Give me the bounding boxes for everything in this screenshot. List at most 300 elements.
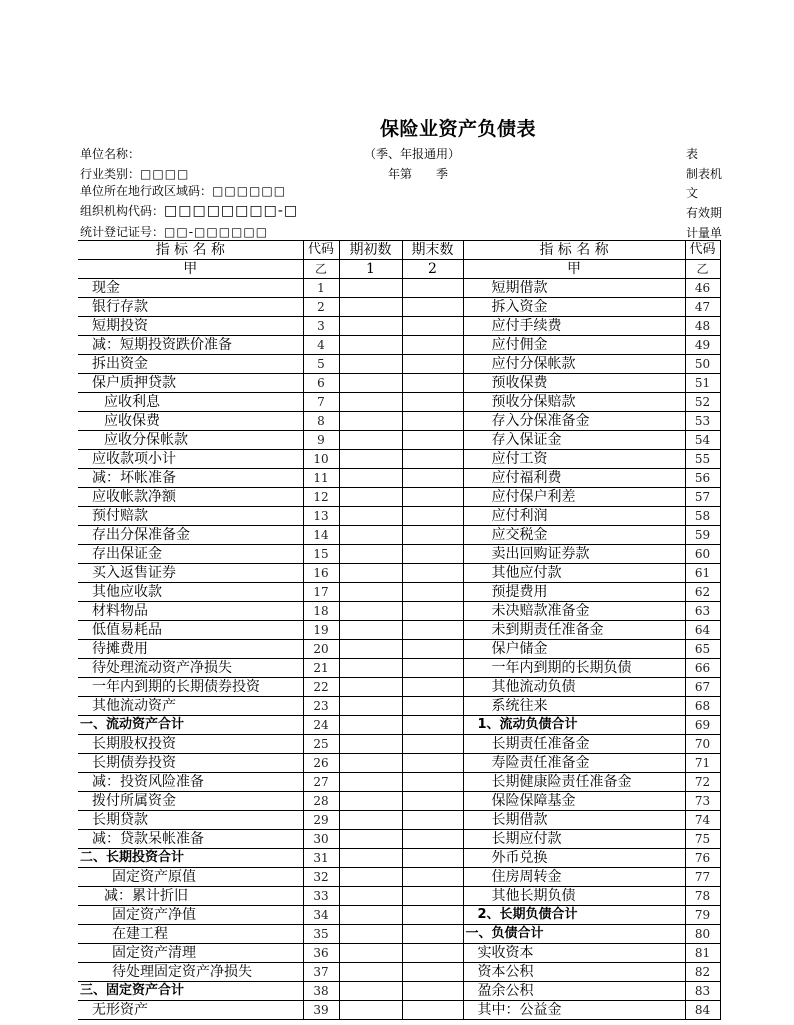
liability-name: 住房周转金 [463,868,685,887]
liability-name: 应交税金 [463,526,685,545]
table-row [78,944,720,963]
asset-name: 无形资产 [78,1001,303,1020]
asset-name: 固定资产净值 [78,906,303,925]
liability-code: 61 [685,564,720,583]
table-row [78,868,720,887]
liability-code: 47 [685,298,720,317]
asset-name: 减：短期投资跌价准备 [78,336,303,355]
closing-value-cell[interactable] [402,431,463,450]
col-header-rcode: 代码 [685,241,720,260]
closing-value-cell[interactable] [402,944,463,963]
table-row [78,811,720,830]
asset-name: 一、流动资产合计 [78,716,303,735]
opening-value-cell[interactable] [339,963,402,982]
liability-code: 50 [685,355,720,374]
opening-value-cell[interactable] [339,412,402,431]
liability-code: 77 [685,868,720,887]
table-row [78,602,720,621]
asset-code: 19 [303,621,339,640]
closing-value-cell[interactable] [402,697,463,716]
opening-value-cell[interactable] [339,697,402,716]
liability-name: 外币兑换 [463,849,685,868]
table-row [78,754,720,773]
liability-code: 63 [685,602,720,621]
opening-value-cell[interactable] [339,830,402,849]
liability-code: 70 [685,735,720,754]
table-row [78,317,720,336]
table-row [78,773,720,792]
liability-name: 1、流动负债合计 [463,716,685,735]
table-row [78,963,720,982]
closing-value-cell[interactable] [402,925,463,944]
asset-code: 9 [303,431,339,450]
closing-value-cell[interactable] [402,735,463,754]
closing-value-cell[interactable] [402,773,463,792]
closing-value-cell[interactable] [402,811,463,830]
liability-name: 2、长期负债合计 [463,906,685,925]
asset-code: 18 [303,602,339,621]
opening-value-cell[interactable] [339,659,402,678]
asset-name: 拆出资金 [78,355,303,374]
table-row [78,355,720,374]
table-row [78,697,720,716]
opening-value-cell[interactable] [339,792,402,811]
asset-name: 减：坏帐准备 [78,469,303,488]
table-row [78,298,720,317]
closing-value-cell[interactable] [402,906,463,925]
liability-code: 71 [685,754,720,773]
asset-name: 待处理流动资产净损失 [78,659,303,678]
asset-name: 固定资产清理 [78,944,303,963]
liability-name: 其中：公益金 [463,1001,685,1020]
liability-name: 应付分保帐款 [463,355,685,374]
asset-code: 29 [303,811,339,830]
col-header-name: 指 标 名 称 [78,241,303,260]
asset-name: 低值易耗品 [78,621,303,640]
table-row [78,982,720,1001]
liability-name: 预提费用 [463,583,685,602]
asset-code: 37 [303,963,339,982]
opening-value-cell[interactable] [339,564,402,583]
right-meta-5: 计量单 [686,226,722,240]
liability-code: 73 [685,792,720,811]
asset-code: 25 [303,735,339,754]
opening-value-cell[interactable] [339,526,402,545]
liability-code: 49 [685,336,720,355]
asset-code: 16 [303,564,339,583]
table-row [78,279,720,298]
asset-name: 存出分保准备金 [78,526,303,545]
asset-name: 拨付所属资金 [78,792,303,811]
liability-name: 寿险责任准备金 [463,754,685,773]
asset-code: 39 [303,1001,339,1020]
liability-name: 长期借款 [463,811,685,830]
right-meta-1: 表 [686,147,699,161]
asset-code: 27 [303,773,339,792]
liability-code: 53 [685,412,720,431]
liability-code: 62 [685,583,720,602]
opening-value-cell[interactable] [339,887,402,906]
asset-name: 其他流动资产 [78,697,303,716]
liability-code: 67 [685,678,720,697]
table-row [78,374,720,393]
table-row [78,545,720,564]
opening-value-cell[interactable] [339,811,402,830]
col-header-code: 代码 [303,241,339,260]
asset-code: 24 [303,716,339,735]
closing-value-cell[interactable] [402,963,463,982]
asset-name: 待摊费用 [78,640,303,659]
closing-value-cell[interactable] [402,602,463,621]
opening-value-cell[interactable] [339,868,402,887]
liability-code: 81 [685,944,720,963]
asset-code: 35 [303,925,339,944]
table-row [78,488,720,507]
liability-name: 其他应付款 [463,564,685,583]
asset-code: 20 [303,640,339,659]
opening-value-cell[interactable] [339,355,402,374]
asset-code: 5 [303,355,339,374]
opening-value-cell[interactable] [339,317,402,336]
subheader-rname: 甲 [463,260,685,279]
opening-value-cell[interactable] [339,944,402,963]
asset-code: 12 [303,488,339,507]
liability-code: 48 [685,317,720,336]
liability-name: 长期责任准备金 [463,735,685,754]
liability-name: 预收保费 [463,374,685,393]
opening-value-cell[interactable] [339,298,402,317]
liability-name: 长期健康险责任准备金 [463,773,685,792]
right-meta-4: 有效期 [686,206,722,220]
liability-name: 系统往来 [463,697,685,716]
asset-name: 应收分保帐款 [78,431,303,450]
closing-value-cell[interactable] [402,792,463,811]
closing-value-cell[interactable] [402,830,463,849]
asset-name: 应收款项小计 [78,450,303,469]
industry-field [80,165,189,182]
closing-value-cell[interactable] [402,659,463,678]
opening-value-cell[interactable] [339,716,402,735]
opening-value-cell[interactable] [339,488,402,507]
right-meta-2: 制表机 [686,167,722,181]
asset-name: 材料物品 [78,602,303,621]
liability-name: 其他流动负债 [463,678,685,697]
liability-code: 74 [685,811,720,830]
asset-name: 短期投资 [78,317,303,336]
closing-value-cell[interactable] [402,507,463,526]
closing-value-cell[interactable] [402,1001,463,1020]
liability-code: 75 [685,830,720,849]
opening-value-cell[interactable] [339,507,402,526]
liability-name: 保险保障基金 [463,792,685,811]
closing-value-cell[interactable] [402,374,463,393]
period-note: （季、年报通用） [364,147,461,161]
liability-name: 其他长期负债 [463,887,685,906]
liability-code: 65 [685,640,720,659]
table-row [78,659,720,678]
subheader-rcode: 乙 [685,260,720,279]
asset-name: 一年内到期的长期债券投资 [78,678,303,697]
report-title: 保险业资产负债表 [380,118,537,140]
closing-value-cell[interactable] [402,982,463,1001]
region-value: □□□□□□ [212,184,287,198]
closing-value-cell[interactable] [402,469,463,488]
liability-name: 未决赔款准备金 [463,602,685,621]
asset-name: 其他应收款 [78,583,303,602]
closing-value-cell[interactable] [402,678,463,697]
subheader-code: 乙 [303,260,339,279]
asset-name: 存出保证金 [78,545,303,564]
opening-value-cell[interactable] [339,678,402,697]
liability-name: 未到期责任准备金 [463,621,685,640]
stat-reg-label: 统计登记证号： [80,225,165,239]
asset-name: 应收保费 [78,412,303,431]
subheader-close: 2 [402,260,463,279]
asset-code: 14 [303,526,339,545]
closing-value-cell[interactable] [402,621,463,640]
year-quarter: 年第 季 [388,167,449,181]
opening-value-cell[interactable] [339,545,402,564]
liability-code: 72 [685,773,720,792]
closing-value-cell[interactable] [402,298,463,317]
liability-code: 64 [685,621,720,640]
opening-value-cell[interactable] [339,336,402,355]
liability-name: 拆入资金 [463,298,685,317]
opening-value-cell[interactable] [339,431,402,450]
asset-name: 二、长期投资合计 [78,849,303,868]
closing-value-cell[interactable] [402,564,463,583]
table-row [78,450,720,469]
liability-name: 保户储金 [463,640,685,659]
liability-code: 68 [685,697,720,716]
asset-name: 长期债券投资 [78,754,303,773]
opening-value-cell[interactable] [339,1001,402,1020]
stat-reg-field [80,223,268,240]
asset-code: 34 [303,906,339,925]
asset-code: 11 [303,469,339,488]
closing-value-cell[interactable] [402,317,463,336]
table-row [78,564,720,583]
liability-name: 短期借款 [463,279,685,298]
table-row [78,526,720,545]
asset-name: 在建工程 [78,925,303,944]
asset-name: 保户质押贷款 [78,374,303,393]
liability-code: 66 [685,659,720,678]
asset-code: 10 [303,450,339,469]
org-code-value: □□□□□□□□-□ [164,203,299,219]
liability-name: 应付利润 [463,507,685,526]
opening-value-cell[interactable] [339,773,402,792]
asset-code: 32 [303,868,339,887]
asset-name: 三、固定资产合计 [78,982,303,1001]
liability-name: 应付福利费 [463,469,685,488]
org-code-field [80,202,298,219]
closing-value-cell[interactable] [402,640,463,659]
liability-code: 84 [685,1001,720,1020]
opening-value-cell[interactable] [339,640,402,659]
opening-value-cell[interactable] [339,754,402,773]
column-subheader-row [78,260,720,279]
opening-value-cell[interactable] [339,374,402,393]
liability-code: 69 [685,716,720,735]
table-row [78,906,720,925]
opening-value-cell[interactable] [339,602,402,621]
asset-code: 36 [303,944,339,963]
table-row [78,412,720,431]
closing-value-cell[interactable] [402,716,463,735]
closing-value-cell[interactable] [402,450,463,469]
asset-code: 1 [303,279,339,298]
col-header-close: 期末数 [402,241,463,260]
asset-code: 30 [303,830,339,849]
liability-name: 预收分保赔款 [463,393,685,412]
liability-name: 存入分保准备金 [463,412,685,431]
closing-value-cell[interactable] [402,412,463,431]
opening-value-cell[interactable] [339,621,402,640]
asset-name: 减：贷款呆帐准备 [78,830,303,849]
table-row [78,431,720,450]
closing-value-cell[interactable] [402,393,463,412]
industry-value: □□□□ [140,167,190,181]
opening-value-cell[interactable] [339,393,402,412]
closing-value-cell[interactable] [402,887,463,906]
asset-code: 31 [303,849,339,868]
liability-code: 55 [685,450,720,469]
liability-code: 80 [685,925,720,944]
table-row [78,583,720,602]
table-row [78,887,720,906]
table-row [78,507,720,526]
asset-code: 3 [303,317,339,336]
asset-code: 21 [303,659,339,678]
asset-name: 长期贷款 [78,811,303,830]
industry-label: 行业类别： [80,167,141,181]
table-row [78,716,720,735]
asset-code: 4 [303,336,339,355]
asset-name: 长期股权投资 [78,735,303,754]
opening-value-cell[interactable] [339,583,402,602]
table-row [78,640,720,659]
asset-name: 待处理固定资产净损失 [78,963,303,982]
liability-code: 59 [685,526,720,545]
table-row [78,393,720,412]
liability-name: 应付手续费 [463,317,685,336]
table-row [78,792,720,811]
asset-name: 应收利息 [78,393,303,412]
closing-value-cell[interactable] [402,279,463,298]
liability-code: 82 [685,963,720,982]
opening-value-cell[interactable] [339,925,402,944]
liability-code: 57 [685,488,720,507]
asset-code: 23 [303,697,339,716]
liability-code: 46 [685,279,720,298]
table-row [78,621,720,640]
liability-name: 存入保证金 [463,431,685,450]
table-row [78,830,720,849]
liability-name: 盈余公积 [463,982,685,1001]
table-row [78,1001,720,1020]
stat-reg-value: □□-□□□□□□ [164,225,269,239]
asset-name: 银行存款 [78,298,303,317]
liability-name: 应付佣金 [463,336,685,355]
liability-code: 54 [685,431,720,450]
opening-value-cell[interactable] [339,735,402,754]
liability-name: 一、负债合计 [463,925,685,944]
asset-name: 买入返售证券 [78,564,303,583]
closing-value-cell[interactable] [402,583,463,602]
asset-code: 13 [303,507,339,526]
opening-value-cell[interactable] [339,849,402,868]
opening-value-cell[interactable] [339,982,402,1001]
closing-value-cell[interactable] [402,754,463,773]
asset-code: 26 [303,754,339,773]
asset-code: 33 [303,887,339,906]
balance-sheet-table [78,240,721,1020]
closing-value-cell[interactable] [402,488,463,507]
liability-name: 应付工资 [463,450,685,469]
asset-code: 6 [303,374,339,393]
liability-code: 83 [685,982,720,1001]
opening-value-cell[interactable] [339,450,402,469]
liability-code: 58 [685,507,720,526]
closing-value-cell[interactable] [402,355,463,374]
table-row [78,925,720,944]
asset-name: 固定资产原值 [78,868,303,887]
asset-name: 减：投资风险准备 [78,773,303,792]
column-header-row [78,241,720,260]
asset-code: 7 [303,393,339,412]
closing-value-cell[interactable] [402,868,463,887]
asset-code: 15 [303,545,339,564]
asset-name: 现金 [78,279,303,298]
unit-name-label: 单位名称： [80,147,141,161]
opening-value-cell[interactable] [339,906,402,925]
asset-name: 应收帐款净额 [78,488,303,507]
asset-code: 38 [303,982,339,1001]
col-header-rname: 指 标 名 称 [463,241,685,260]
liability-name: 卖出回购证券款 [463,545,685,564]
asset-code: 2 [303,298,339,317]
table-row [78,735,720,754]
liability-code: 78 [685,887,720,906]
region-label: 单位所在地行政区域码： [80,184,213,198]
opening-value-cell[interactable] [339,279,402,298]
asset-code: 17 [303,583,339,602]
liability-code: 52 [685,393,720,412]
asset-name: 预付赔款 [78,507,303,526]
asset-code: 8 [303,412,339,431]
table-row [78,336,720,355]
region-field [80,182,286,199]
opening-value-cell[interactable] [339,469,402,488]
liability-name: 长期应付款 [463,830,685,849]
closing-value-cell[interactable] [402,545,463,564]
closing-value-cell[interactable] [402,336,463,355]
closing-value-cell[interactable] [402,526,463,545]
subheader-name: 甲 [78,260,303,279]
asset-name: 减：累计折旧 [78,887,303,906]
liability-name: 实收资本 [463,944,685,963]
closing-value-cell[interactable] [402,849,463,868]
subheader-open: 1 [339,260,402,279]
liability-name: 资本公积 [463,963,685,982]
table-row [78,849,720,868]
liability-name: 应付保户利差 [463,488,685,507]
asset-code: 28 [303,792,339,811]
table-row [78,678,720,697]
liability-code: 51 [685,374,720,393]
org-code-label: 组织机构代码： [80,204,165,218]
